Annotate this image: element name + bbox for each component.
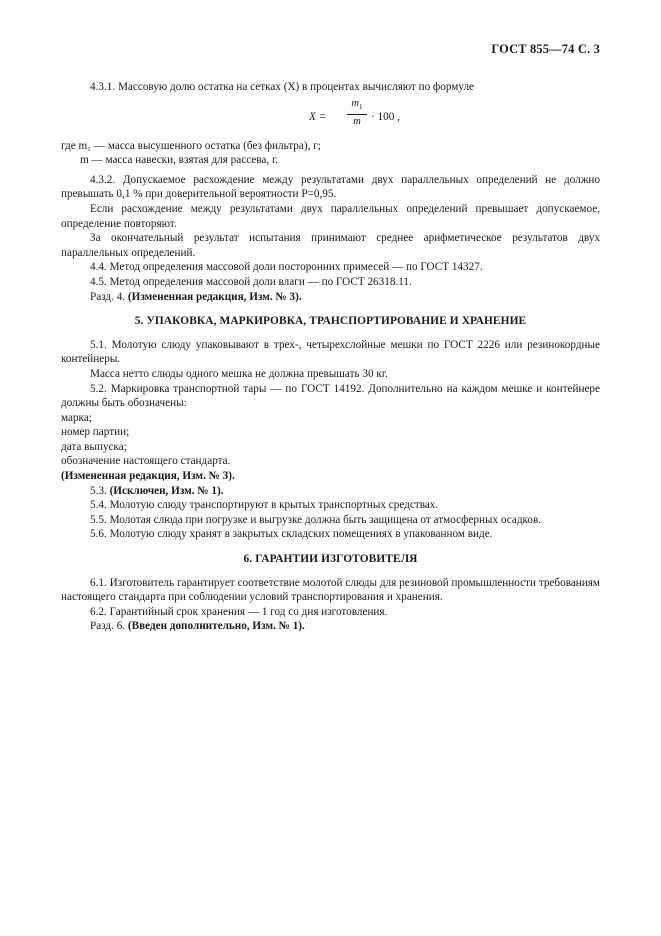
list-item: марка; [61, 411, 92, 424]
amendment-note-5-2: (Измененная редакция, Изм. № 3). [61, 470, 235, 483]
paragraph-6-1: 6.1. Изготовитель гарантирует соответствие молотой слюды для резиновой промышленности требованиям настоящего стандарта при соблюдении условий транспортирования и хранения. [61, 576, 600, 604]
paragraph-5-3 [61, 484, 600, 499]
formula-rhs: · 100 , [371, 110, 400, 123]
paragraph-4-5: 4.5. Метод определения массовой доли влаги — по ГОСТ 26318.11. [90, 275, 412, 288]
formula [61, 97, 600, 139]
formula-lhs: X = [309, 110, 327, 123]
section-5-title: 5. УПАКОВКА, МАРКИРОВКА, ТРАНСПОРТИРОВАНИЕ И ХРАНЕНИЕ [134, 315, 527, 328]
paragraph-5-3-note: (Исключен, Изм. № 1). [109, 484, 224, 497]
paragraph-5-4: 5.4. Молотую слюду транспортируют в крытых транспортных средствах. [90, 499, 439, 512]
definition-m1: где m₁ — масса высушенного остатка (без фильтра), г; [61, 139, 321, 152]
paragraph-4-3-2-repeat: Если расхождение между результатами двух параллельных определений превышает допускаемое, определение повторяют. [61, 202, 600, 230]
paragraph-5-1-mass: Масса нетто слюды одного мешка не должна превышать 30 кг. [90, 367, 388, 380]
paragraph-4-3-2-result: За окончательный результат испытания принимают среднее арифметическое результатов двух параллельных определений. [61, 232, 600, 259]
razd-4-amendment: (Измененная редакция, Изм. № 3). [127, 290, 302, 303]
definition-m: m — масса навески, взятая для рассева, г. [80, 154, 279, 167]
formula-numerator-subscript: 1 [358, 101, 363, 111]
marking-list [61, 411, 600, 469]
paragraph-5-6: 5.6. Молотую слюду хранят в закрытых складских помещениях в упакованном виде. [90, 528, 493, 541]
paragraph-5-2: 5.2. Маркировка транспортной тары — по ГОСТ 14192. Дополнительно на каждом мешке и контейнере должны быть обозначены: [61, 382, 600, 410]
razd-6-prefix: Разд. 6. [90, 620, 126, 633]
list-item: обозначение настоящего стандарта. [61, 455, 231, 468]
list-item: дата выпуска; [61, 440, 127, 453]
paragraph-5-1: 5.1. Молотую слюду упаковывают в трех-, четырехслойные мешки по ГОСТ 2226 или резинокордные контейнеры. [61, 338, 600, 366]
razd-4-prefix: Разд. 4. [90, 290, 126, 303]
document-body [61, 80, 600, 634]
paragraph-6-2: 6.2. Гарантийный срок хранения — 1 год со дня изготовления. [90, 605, 388, 618]
razd-4-note [61, 290, 600, 305]
paragraph-5-5: 5.5. Молотая слюда при погрузке и выгрузке должна быть защищена от атмосферных осадков. [90, 513, 542, 526]
list-item: номер партии; [61, 426, 130, 439]
formula-numerator: $m_1$ [351, 97, 363, 111]
section-6-title: 6. ГАРАНТИИ ИЗГОТОВИТЕЛЯ [243, 553, 418, 566]
formula-denominator: m [353, 116, 361, 128]
formula-fraction [346, 97, 368, 130]
paragraph-5-3-prefix: 5.3. [90, 484, 107, 497]
razd-6-amendment: (Введен дополнительно, Изм. № 1). [127, 620, 305, 633]
page-header: ГОСТ 855—74 С. 3 [491, 42, 600, 56]
paragraph-4-3-1: 4.3.1. Массовую долю остатка на сетках (X) в процентах вычисляют по формуле [90, 81, 474, 93]
razd-6-note [61, 619, 600, 634]
paragraph-4-4: 4.4. Метод определения массовой доли посторонних примесей — по ГОСТ 14327. [90, 261, 483, 274]
paragraph-4-3-2: 4.3.2. Допускаемое расхождение между результатами двух параллельных определений не должно превышать 0,1 % при доверительной вероятности P=0,95. [61, 173, 600, 201]
